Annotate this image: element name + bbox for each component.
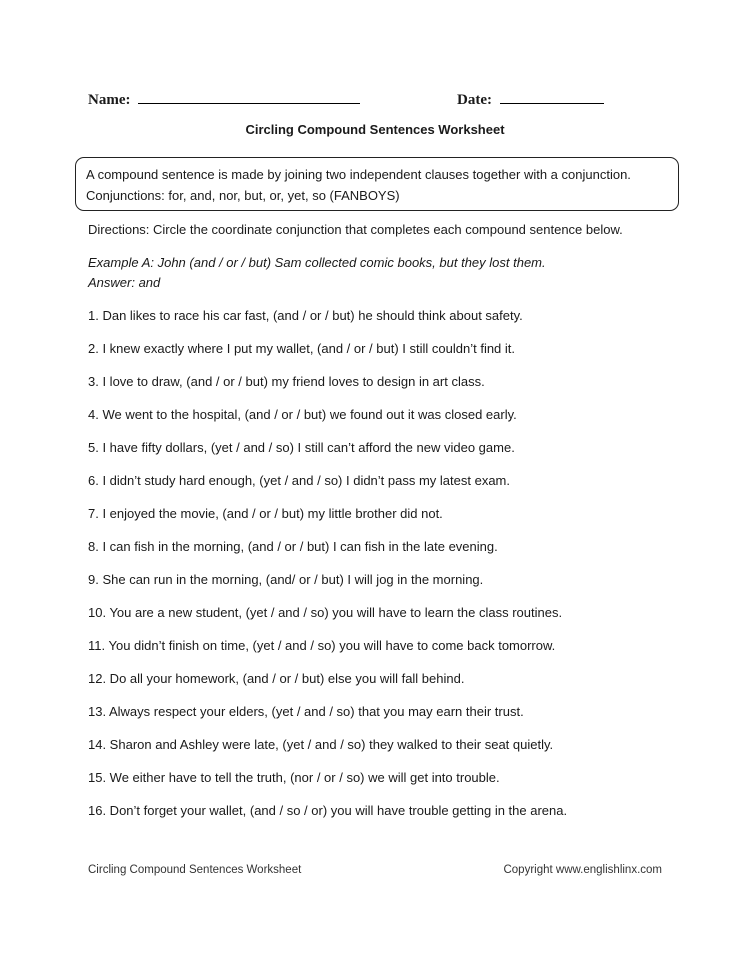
worksheet-title: Circling Compound Sentences Worksheet — [245, 122, 505, 137]
question-item: 2. I knew exactly where I put my wallet, (and / or / but) I still couldn’t find it. — [88, 341, 516, 356]
footer-copyright: Copyright www.englishlinx.com — [503, 864, 662, 876]
question-item: 6. I didn’t study hard enough, (yet / and / so) I didn’t pass my latest exam. — [88, 473, 510, 488]
name-blank-line[interactable] — [138, 89, 360, 104]
conjunctions-list: Conjunctions: for, and, nor, but, or, yet, so (FANBOYS) — [86, 188, 400, 203]
question-item: 12. Do all your homework, (and / or / but) else you will fall behind. — [88, 671, 465, 686]
footer-title: Circling Compound Sentences Worksheet — [88, 864, 302, 876]
example-answer: Answer: and — [88, 275, 161, 290]
question-item: 14. Sharon and Ashley were late, (yet / and / so) they walked to their seat quietly. — [88, 737, 554, 752]
question-item: 9. She can run in the morning, (and/ or / but) I will jog in the morning. — [88, 572, 484, 587]
example-sentence: Example A: John (and / or / but) Sam collected comic books, but they lost them. — [88, 255, 546, 270]
name-field[interactable] — [88, 89, 360, 109]
question-list — [88, 305, 567, 833]
definition-text: A compound sentence is made by joining two independent clauses together with a conjunction. — [86, 167, 631, 182]
question-item: 10. You are a new student, (yet / and / so) you will have to learn the class routines. — [88, 605, 563, 620]
date-field[interactable] — [457, 89, 604, 109]
question-item: 13. Always respect your elders, (yet / and / so) that you may earn their trust. — [88, 704, 524, 719]
question-item: 11. You didn’t finish on time, (yet / and / so) you will have to come back tomorrow. — [88, 638, 556, 653]
question-item: 1. Dan likes to race his car fast, (and / or / but) he should think about safety. — [88, 308, 523, 323]
question-item: 8. I can fish in the morning, (and / or / but) I can fish in the late evening. — [88, 539, 498, 554]
name-label: Name: — [88, 92, 131, 108]
question-item: 4. We went to the hospital, (and / or / but) we found out it was closed early. — [88, 407, 517, 422]
definition-box — [75, 157, 679, 211]
question-item: 7. I enjoyed the movie, (and / or / but) my little brother did not. — [88, 506, 443, 521]
date-label: Date: — [457, 92, 492, 108]
directions: Directions: Circle the coordinate conjunction that completes each compound sentence below. — [88, 222, 623, 237]
question-item: 3. I love to draw, (and / or / but) my friend loves to design in art class. — [88, 374, 485, 389]
question-item: 5. I have fifty dollars, (yet / and / so) I still can’t afford the new video game. — [88, 440, 515, 455]
question-item: 15. We either have to tell the truth, (nor / or / so) we will get into trouble. — [88, 770, 500, 785]
date-blank-line[interactable] — [500, 89, 604, 104]
question-item: 16. Don’t forget your wallet, (and / so / or) you will have trouble getting in the arena. — [88, 803, 568, 818]
